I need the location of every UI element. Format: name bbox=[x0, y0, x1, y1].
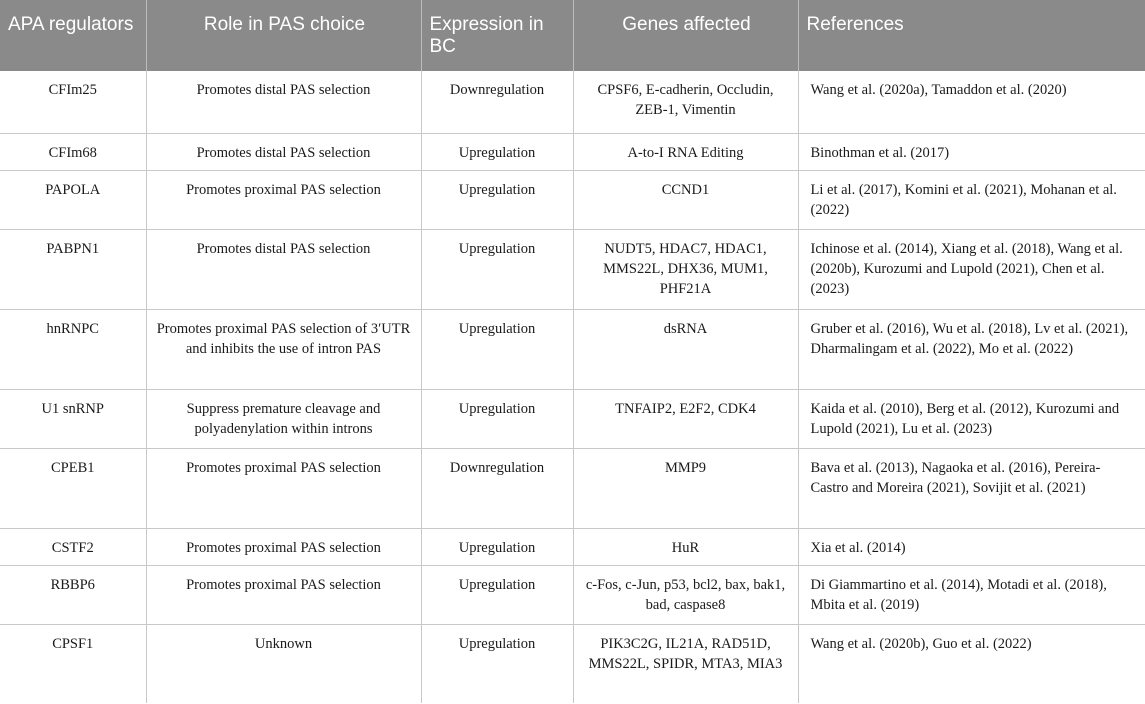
cell-role: Promotes proximal PAS selection bbox=[146, 528, 421, 565]
table-row bbox=[0, 528, 1145, 565]
cell-expression: Upregulation bbox=[421, 528, 573, 565]
cell-expression: Upregulation bbox=[421, 389, 573, 448]
cell-genes: NUDT5, HDAC7, HDAC1, MMS22L, DHX36, MUM1, PHF21A bbox=[573, 229, 798, 309]
cell-role: Suppress premature cleavage and polyadenylation within introns bbox=[146, 389, 421, 448]
cell-genes: CCND1 bbox=[573, 170, 798, 229]
cell-references: Di Giammartino et al. (2014), Motadi et al. (2018), Mbita et al. (2019) bbox=[798, 565, 1145, 624]
cell-genes: c-Fos, c-Jun, p53, bcl2, bax, bak1, bad, caspase8 bbox=[573, 565, 798, 624]
cell-role: Promotes distal PAS selection bbox=[146, 71, 421, 133]
cell-role: Promotes proximal PAS selection bbox=[146, 565, 421, 624]
cell-regulator: U1 snRNP bbox=[0, 389, 146, 448]
cell-genes: dsRNA bbox=[573, 309, 798, 389]
table-row bbox=[0, 309, 1145, 389]
cell-regulator: CFIm25 bbox=[0, 71, 146, 133]
cell-role: Promotes proximal PAS selection bbox=[146, 170, 421, 229]
cell-references: Kaida et al. (2010), Berg et al. (2012), Kurozumi and Lupold (2021), Lu et al. (2023) bbox=[798, 389, 1145, 448]
cell-regulator: CPEB1 bbox=[0, 448, 146, 528]
table-row bbox=[0, 565, 1145, 624]
header-row bbox=[0, 0, 1145, 71]
cell-references: Wang et al. (2020b), Guo et al. (2022) bbox=[810, 635, 1032, 652]
cell-expression: Upregulation bbox=[421, 170, 573, 229]
header-genes: Genes affected bbox=[573, 0, 798, 71]
cell-references: Gruber et al. (2016), Wu et al. (2018), Lv et al. (2021), Dharmalingam et al. (2022), Mo et al. (2022) bbox=[798, 309, 1145, 389]
cell-genes: HuR bbox=[573, 528, 798, 565]
cell-regulator: CFIm68 bbox=[0, 133, 146, 170]
table-row bbox=[0, 448, 1145, 528]
header-references: References bbox=[798, 0, 1145, 71]
cell-genes: PIK3C2G, IL21A, RAD51D, MMS22L, SPIDR, MTA3, MIA3 bbox=[573, 624, 798, 703]
cell-regulator: PABPN1 bbox=[0, 229, 146, 309]
cell-role: Promotes distal PAS selection bbox=[146, 133, 421, 170]
cell-regulator: PAPOLA bbox=[0, 170, 146, 229]
cell-expression: Downregulation bbox=[421, 448, 573, 528]
cell-regulator: CPSF1 bbox=[0, 624, 146, 703]
cell-references: Xia et al. (2014) bbox=[798, 528, 1145, 565]
cell-genes: CPSF6, E-cadherin, Occludin, ZEB-1, Vimentin bbox=[573, 71, 798, 133]
header-expression: Expression in BC bbox=[421, 0, 573, 71]
cell-genes: MMP9 bbox=[573, 448, 798, 528]
cell-genes: A-to-I RNA Editing bbox=[573, 133, 798, 170]
table-row bbox=[0, 624, 1145, 703]
cell-regulator: CSTF2 bbox=[0, 528, 146, 565]
cell-role: Promotes distal PAS selection bbox=[146, 229, 421, 309]
header-role: Role in PAS choice bbox=[146, 0, 421, 71]
cell-references: Binothman et al. (2017) bbox=[798, 133, 1145, 170]
table-row bbox=[0, 170, 1145, 229]
cell-regulator: hnRNPC bbox=[0, 309, 146, 389]
cell-expression: Downregulation bbox=[421, 71, 573, 133]
cell-expression: Upregulation bbox=[421, 229, 573, 309]
cell-role: Promotes proximal PAS selection bbox=[146, 448, 421, 528]
table-row bbox=[0, 389, 1145, 448]
table-row bbox=[0, 71, 1145, 133]
cell-regulator: RBBP6 bbox=[0, 565, 146, 624]
cell-expression: Upregulation bbox=[421, 309, 573, 389]
cell-role: Promotes proximal PAS selection of 3′UTR and inhibits the use of intron PAS bbox=[146, 309, 421, 389]
cell-references: Li et al. (2017), Komini et al. (2021), Mohanan et al. (2022) bbox=[798, 170, 1145, 229]
cell-expression: Upregulation bbox=[421, 565, 573, 624]
cell-references: Ichinose et al. (2014), Xiang et al. (2018), Wang et al. (2020b), Kurozumi and Lupold (2021), Chen et al. (2023) bbox=[798, 229, 1145, 309]
header-regulators: APA regulators bbox=[0, 0, 146, 71]
cell-references: Bava et al. (2013), Nagaoka et al. (2016), Pereira-Castro and Moreira (2021), Sovijit et al. (2021) bbox=[798, 448, 1145, 528]
cell-expression: Upregulation bbox=[421, 624, 573, 703]
cell-expression: Upregulation bbox=[421, 133, 573, 170]
table-row bbox=[0, 133, 1145, 170]
cell-genes: TNFAIP2, E2F2, CDK4 bbox=[573, 389, 798, 448]
cell-references: Wang et al. (2020a), Tamaddon et al. (2020) bbox=[798, 71, 1145, 133]
table-row bbox=[0, 229, 1145, 309]
cell-role: Unknown bbox=[146, 624, 421, 703]
